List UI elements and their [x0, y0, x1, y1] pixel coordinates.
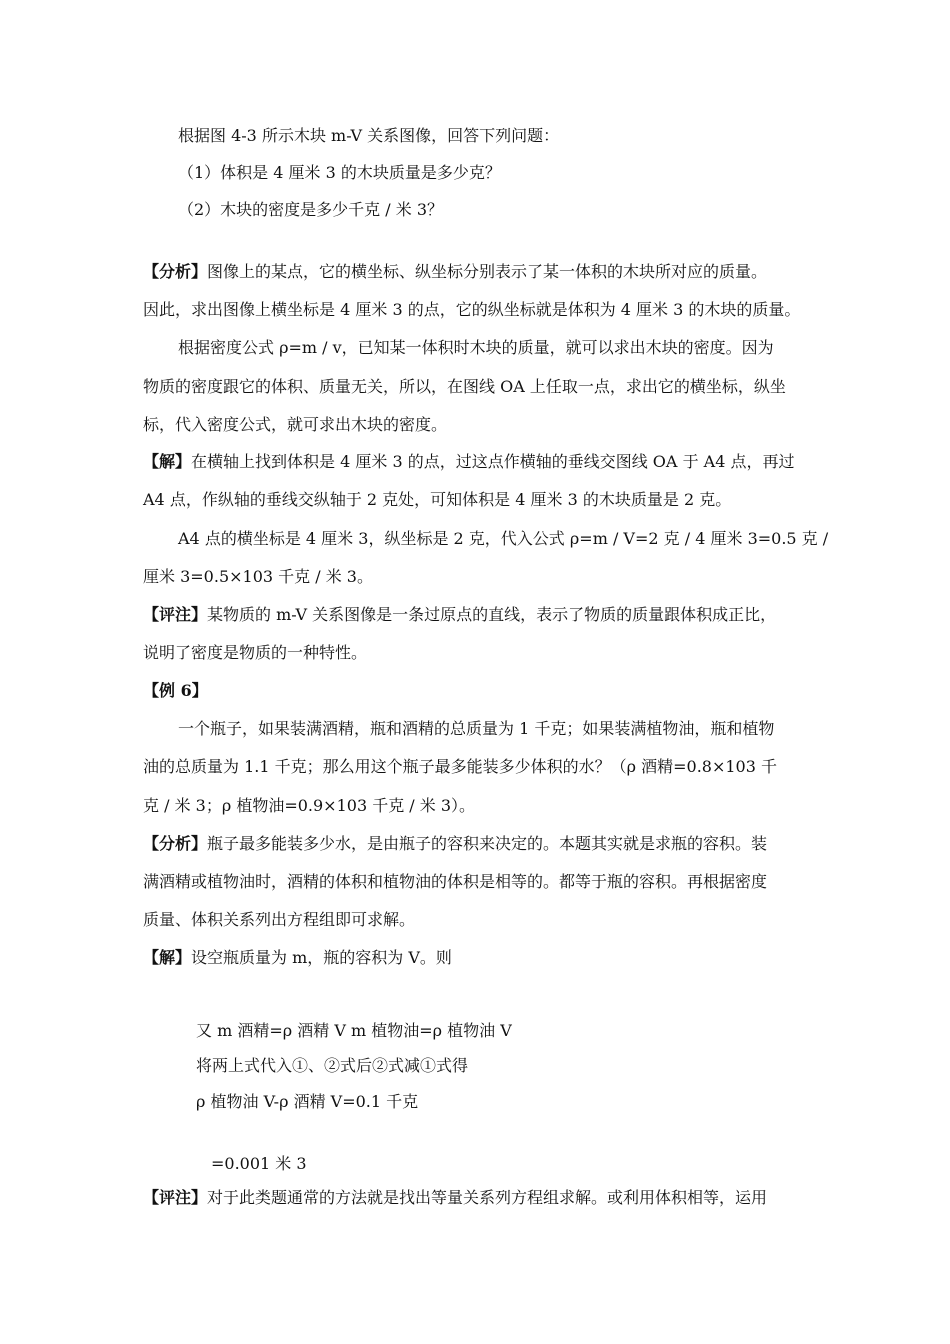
solution-line-3: A4 点的横坐标是 4 厘米 3，纵坐标是 2 克，代入公式 ρ=m / V=2 克 / 4 厘米 3=0.5 克 /: [178, 529, 829, 548]
analysis2-line-1: 【分析】瓶子最多能装多少水，是由瓶子的容积来决定的。本题其实就是求瓶的容积。装: [143, 834, 768, 853]
equation-line-1: 又 m 酒精=ρ 酒精 V m 植物油=ρ 植物油 V: [196, 1021, 512, 1040]
equation-line-4: =0.001 米 3: [211, 1154, 307, 1173]
question-1: （1）体积是 4 厘米 3 的木块质量是多少克？: [178, 163, 501, 182]
example-6-heading: 【例 6】: [143, 681, 208, 700]
analysis-line-1: 【分析】图像上的某点，它的横坐标、纵坐标分别表示了某一体积的木块所对应的质量。: [143, 262, 768, 281]
analysis-line-4: 物质的密度跟它的体积、质量无关，所以，在图线 OA 上任取一点，求出它的横坐标，纵坐: [143, 377, 786, 396]
example-6-line-1: 一个瓶子，如果装满酒精，瓶和酒精的总质量为 1 千克；如果装满植物油，瓶和植物: [178, 719, 775, 738]
comment-line-2: 说明了密度是物质的一种特性。: [143, 643, 368, 662]
analysis2-line-3: 质量、体积关系列出方程组即可求解。: [143, 910, 416, 929]
solution2-line-1: 【解】设空瓶质量为 m，瓶的容积为 V。则: [143, 948, 452, 967]
analysis-line-2: 因此，求出图像上横坐标是 4 厘米 3 的点，它的纵坐标就是体积为 4 厘米 3 的木块的质量。: [143, 300, 801, 319]
question-2: （2）木块的密度是多少千克 / 米 3？: [178, 200, 444, 219]
equation-line-2: 将两上式代入①、②式后②式减①式得: [196, 1056, 469, 1075]
comment2-line-1: 【评注】对于此类题通常的方法就是找出等量关系列方程组求解。或利用体积相等，运用: [143, 1188, 768, 1207]
solution-line-1: 【解】在横轴上找到体积是 4 厘米 3 的点，过这点作横轴的垂线交图线 OA 于 A4 点，再过: [143, 452, 795, 471]
analysis-line-5: 标，代入密度公式，就可求出木块的密度。: [143, 415, 448, 434]
analysis2-line-2: 满酒精或植物油时，酒精的体积和植物油的体积是相等的。都等于瓶的容积。再根据密度: [143, 872, 768, 891]
comment-line-1: 【评注】某物质的 m-V 关系图像是一条过原点的直线，表示了物质的质量跟体积成正比，: [143, 605, 777, 624]
solution-line-4: 厘米 3=0.5×103 千克 / 米 3。: [143, 567, 373, 586]
example-6-line-3: 克 / 米 3；ρ 植物油=0.9×103 千克 / 米 3）。: [143, 796, 476, 815]
solution-line-2: A4 点，作纵轴的垂线交纵轴于 2 克处，可知体积是 4 厘米 3 的木块质量是 2 克。: [143, 490, 732, 509]
question-intro: 根据图 4-3 所示木块 m-V 关系图像，回答下列问题：: [178, 126, 560, 145]
example-6-line-2: 油的总质量为 1.1 千克；那么用这个瓶子最多能装多少体积的水？（ρ 酒精=0.8×103 千: [143, 757, 777, 776]
equation-line-3: ρ 植物油 V-ρ 酒精 V=0.1 千克: [196, 1092, 419, 1111]
analysis-line-3: 根据密度公式 ρ=m / v，已知某一体积时木块的质量，就可以求出木块的密度。因为: [178, 338, 774, 357]
